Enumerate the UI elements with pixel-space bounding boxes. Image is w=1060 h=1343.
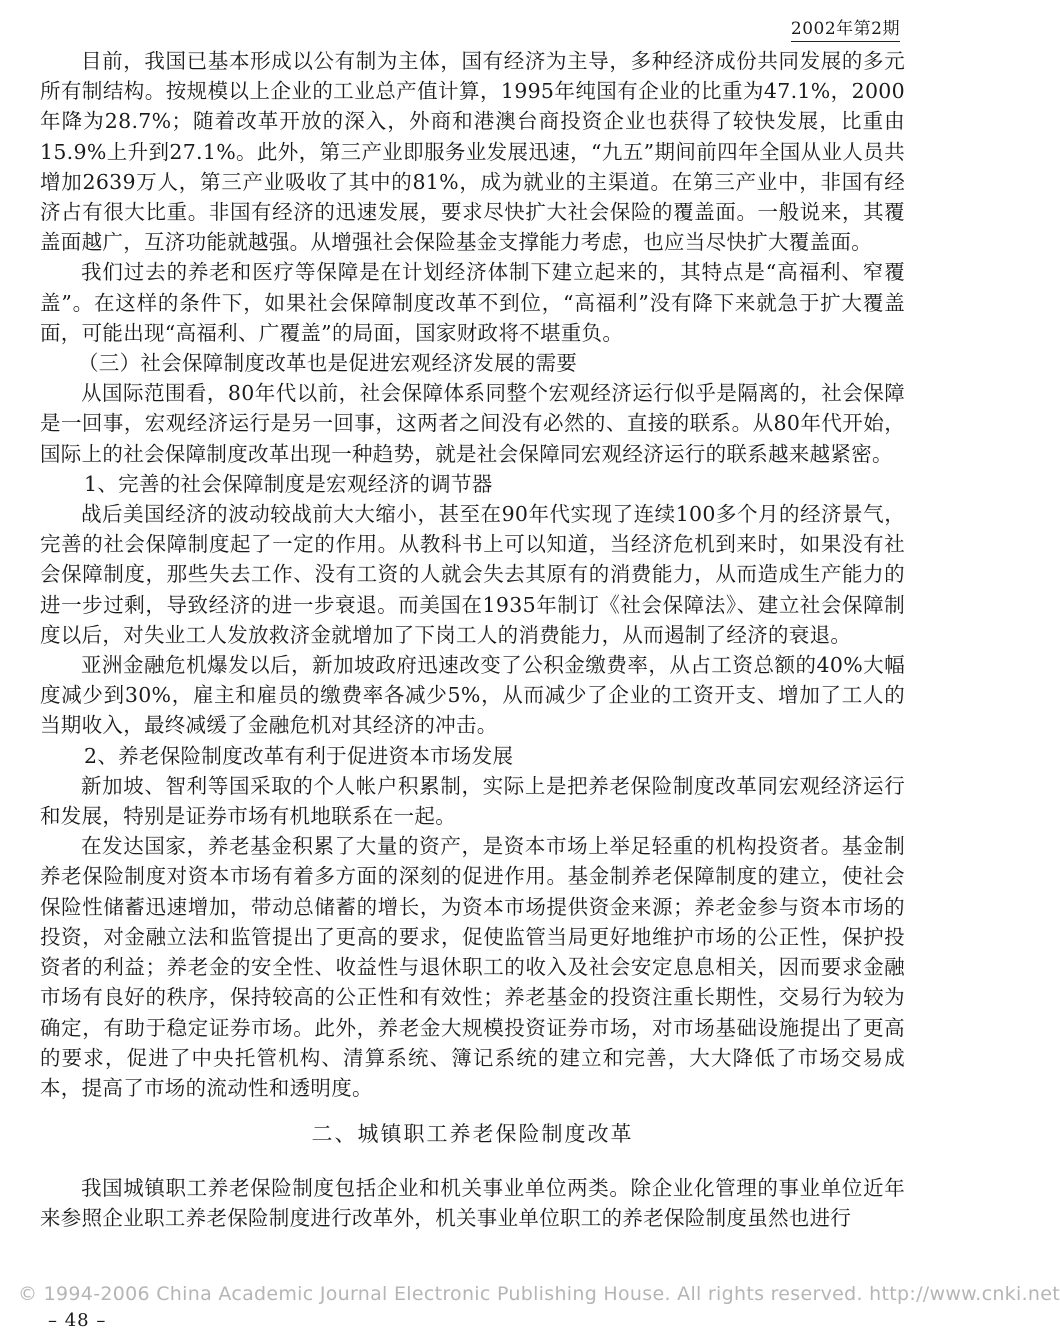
paragraph-international-trend: 从国际范围看，80年代以前，社会保障体系同整个宏观经济运行似乎是隔离的，社会保障是一回事，宏观经济运行是另一回事，这两者之间没有必然的、直接的联系。从80年代开始，国际上的社会保障制度改革出现一种趋势，就是社会保障同宏观经济运行的联系越来越紧密。 (40, 381, 905, 466)
issue-header: 2002年第2期 (791, 14, 900, 42)
paragraph-welfare-coverage: 我们过去的养老和医疗等保障是在计划经济体制下建立起来的，其特点是“高福利、窄覆盖”。在这样的条件下，如果社会保障制度改革不到位，“高福利”没有降下来就急于扩大覆盖面，可能出现“高福利、广覆盖”的局面，国家财政将不堪重负。 (40, 260, 905, 345)
subheading-regulator: 1、完善的社会保障制度是宏观经济的调节器 (84, 471, 493, 496)
paragraph-ownership-structure: 目前，我国已基本形成以公有制为主体，国有经济为主导，多种经济成份共同发展的多元所有制结构。按规模以上企业的工业总产值计算，1995年纯国有企业的比重为47.1%，2000年降为28.7%；随着改革开放的深入，外商和港澳台商投资企业也获得了较快发展，比重由15.9%上升到27.1%。此外，第三产业即服务业发展迅速，“九五”期间前四年全国从业人员共增加2639万人，第三产业吸收了其中的81%，成为就业的主渠道。在第三产业中，非国有经济占有很大比重。非国有经济的迅速发展，要求尽快扩大社会保险的覆盖面。一般说来，其覆盖面越广，互济功能就越强。从增强社会保险基金支撑能力考虑，也应当尽快扩大覆盖面。 (40, 49, 905, 255)
paragraph-individual-accounts: 新加坡、智利等国采取的个人帐户积累制，实际上是把养老保险制度改革同宏观经济运行和发展，特别是证券市场有机地联系在一起。 (40, 773, 905, 829)
paragraph-us-economy: 战后美国经济的波动较战前大大缩小，甚至在90年代实现了连续100多个月的经济景气，完善的社会保障制度起了一定的作用。从教科书上可以知道，当经济危机到来时，如果没有社会保障制度，那些失去工作、没有工资的人就会失去其原有的消费能力，从而造成生产能力的进一步过剩，导致经济的进一步衰退。而美国在1935年制订《社会保障法》、建立社会保障制度以后，对失业工人发放救济金就增加了下岗工人的消费能力，从而遏制了经济的衰退。 (40, 502, 905, 647)
paragraph-urban-pension-intro: 我国城镇职工养老保险制度包括企业和机关事业单位两类。除企业化管理的事业单位近年来参照企业职工养老保险制度进行改革外，机关事业单位职工的养老保险制度虽然也进行 (40, 1176, 905, 1231)
paragraph-singapore-crisis: 亚洲金融危机爆发以后，新加坡政府迅速改变了公积金缴费率，从占工资总额的40%大幅度减少到30%，雇主和雇员的缴费率各减少5%，从而减少了企业的工资开支、增加了工人的当期收入，最终减缓了金融危机对其经济的冲击。 (40, 653, 905, 738)
subheading-capital-market: 2、养老保险制度改革有利于促进资本市场发展 (84, 743, 514, 768)
section-title-urban-pension: 二、城镇职工养老保险制度改革 (311, 1122, 634, 1147)
paragraph-pension-funds: 在发达国家，养老基金积累了大量的资产，是资本市场上举足轻重的机构投资者。基金制养老保险制度对资本市场有着多方面的深刻的促进作用。基金制养老保障制度的建立，使社会保险性储蓄迅速增加，带动总储蓄的增长，为资本市场提供资金来源；养老金参与资本市场的投资，对金融立法和监管提出了更高的要求，促使监管当局更好地维护市场的公正性，保护投资者的利益；养老金的安全性、收益性与退休职工的收入及社会安定息息相关，因而要求金融市场有良好的秩序，保持较高的公正性和有效性；养老基金的投资注重长期性，交易行为较为确定，有助于稳定证券市场。此外，养老金大规模投资证券市场，对市场基础设施提出了更高的要求，促进了中央托管机构、清算系统、簿记系统的建立和完善，大大降低了市场交易成本，提高了市场的流动性和透明度。 (40, 834, 905, 1100)
page-number: – 48 – (48, 1310, 107, 1331)
subheading-macro-economy: （三）社会保障制度改革也是促进宏观经济发展的需要 (78, 351, 578, 376)
article-body (40, 46, 905, 1234)
copyright-watermark: © 1994-2006 China Academic Journal Electronic Publishing House. All rights reserved. http://www.cnki.net (18, 1283, 1060, 1305)
